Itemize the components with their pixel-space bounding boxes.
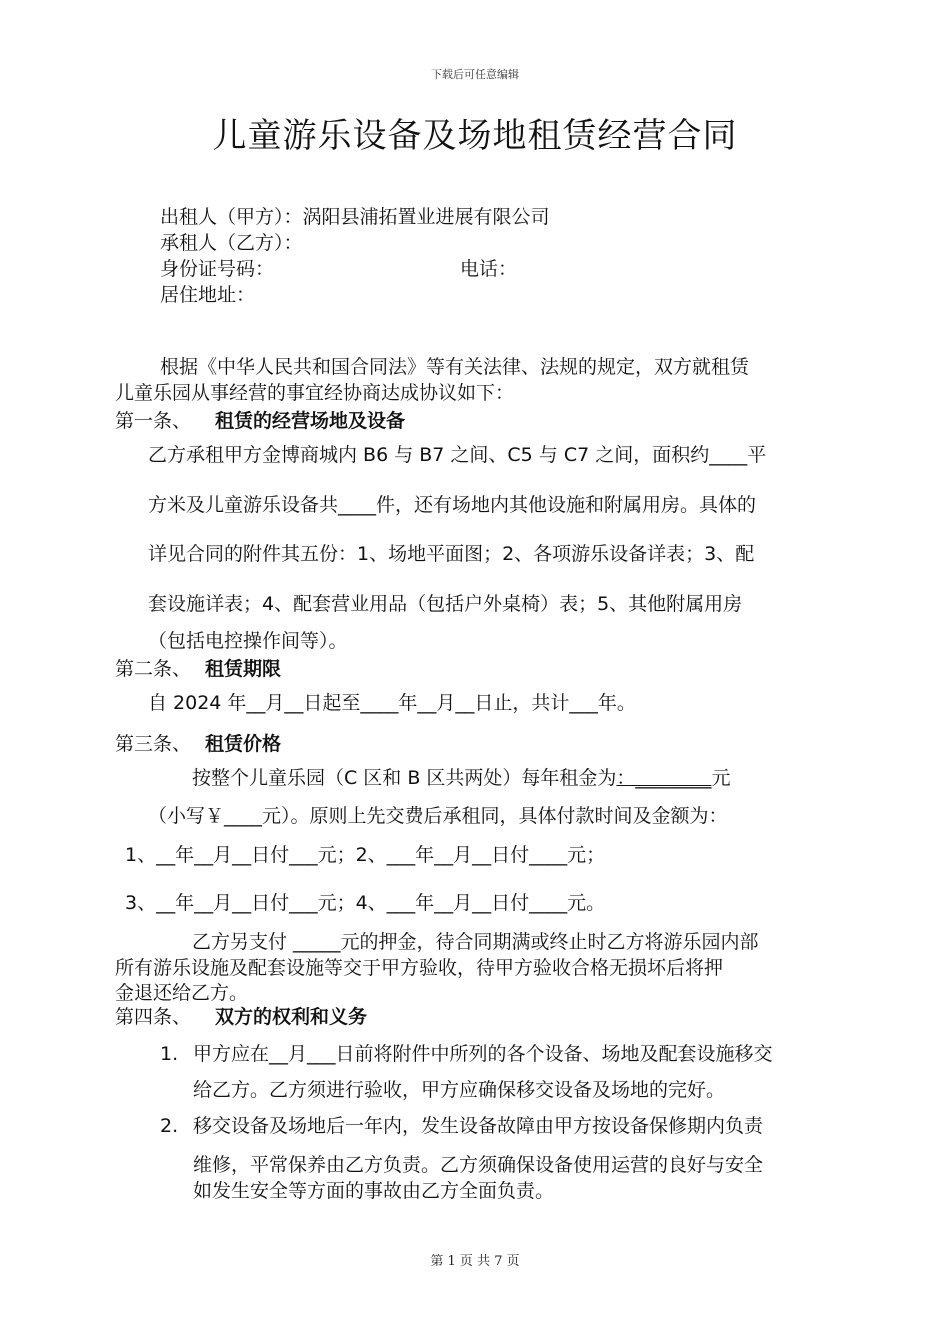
count-blank: ____ xyxy=(338,494,377,516)
list-item-line: 如发生安全等方面的事故由乙方全面负责。 xyxy=(193,1180,555,1202)
article-label: 第一条、 xyxy=(115,410,192,432)
article-title: 租赁价格 xyxy=(205,733,282,755)
list-item-number: 2. xyxy=(160,1115,179,1137)
article-1-line-1 xyxy=(148,442,766,468)
rent-blank: ：________ xyxy=(616,767,712,789)
text: 平 xyxy=(747,444,767,466)
text: 件，还有场地内其他设施和附属用房。具体的 xyxy=(376,494,757,516)
article-3-heading xyxy=(115,729,281,756)
list-item-line: 给乙方。乙方须进行验收，甲方应确保移交设备及场地的完好。 xyxy=(193,1079,726,1101)
text: 乙方承租甲方金博商城内 B6 与 B7 之间、C5 与 C7 之间，面积约 xyxy=(148,444,710,466)
list-item-line: 移交设备及场地后一年内，发生设备故障由甲方按设备保修期内负责 xyxy=(193,1115,764,1137)
article-label: 第二条、 xyxy=(115,658,192,680)
text: 按整个儿童乐园（C 区和 B 区共两处）每年租金为 xyxy=(192,767,617,789)
address-label: 居住地址： xyxy=(160,284,256,306)
lease-term-line: 自 2024 年__月__日起至____年__月__日止，共计___年。 xyxy=(148,692,636,714)
article-1-line-4: 套设施详表；4、配套营业用品（包括户外桌椅）表；5、其他附属用房 xyxy=(148,593,743,615)
intro-line-2: 儿童乐园从事经营的事宜经协商达成协议如下： xyxy=(115,382,515,404)
article-4-heading xyxy=(115,1002,367,1029)
article-label: 第四条、 xyxy=(115,1006,192,1028)
document-title: 儿童游乐设备及场地租赁经营合同 xyxy=(212,116,738,156)
text: 方米及儿童游乐设备共 xyxy=(148,494,339,516)
intro-line-1: 根据《中华人民共和国合同法》等有关法律、法规的规定，双方就租赁 xyxy=(160,356,750,378)
page-footer: 第 1 页 共 7 页 xyxy=(430,1254,520,1269)
article-title: 租赁期限 xyxy=(205,658,282,680)
rent-lowercase-line: （小写￥____元）。原则上先交费后承租同，具体付款时间及金额为： xyxy=(148,805,728,827)
article-1-heading xyxy=(115,406,405,433)
lessee-line: 承租人（乙方）： xyxy=(160,232,303,254)
list-item-number: 1. xyxy=(160,1043,179,1065)
article-title: 双方的权利和义务 xyxy=(215,1006,368,1028)
article-label: 第三条、 xyxy=(115,733,192,755)
deposit-line-1: 乙方另支付 _____元的押金，待合同期满或终止时乙方将游乐园内部 xyxy=(192,931,759,953)
article-2-heading xyxy=(115,654,281,681)
rent-line xyxy=(192,765,730,791)
list-item-line: 甲方应在__月___日前将附件中所列的各个设备、场地及配套设施移交 xyxy=(193,1043,773,1065)
lessor-line: 出租人（甲方）：涡阳县浦拓置业进展有限公司 xyxy=(160,206,550,228)
article-1-line-2 xyxy=(148,492,756,518)
deposit-line-3: 金退还给乙方。 xyxy=(115,982,249,1004)
id-number-label: 身份证号码： xyxy=(160,258,275,280)
list-item-line: 维修，平常保养由乙方负责。乙方须确保设备使用运营的良好与安全 xyxy=(193,1154,764,1176)
article-title: 租赁的经营场地及设备 xyxy=(215,410,406,432)
text: 元 xyxy=(711,767,731,789)
deposit-line-2: 所有游乐设施及配套设施等交于甲方验收，待甲方验收合格无损坏后将押 xyxy=(115,957,724,979)
article-1-line-5: （包括电控操作间等）。 xyxy=(148,630,348,652)
payment-schedule-2: 3、__年__月__日付___元；4、___年__月__日付____元。 xyxy=(125,892,606,914)
phone-label: 电话： xyxy=(460,258,518,280)
header-note: 下载后可任意编辑 xyxy=(431,68,519,81)
area-blank: ____ xyxy=(709,444,748,466)
payment-schedule-1: 1、__年__月__日付___元；2、___年__月__日付____元； xyxy=(125,844,606,866)
article-1-line-3: 详见合同的附件其五份：1、场地平面图；2、各项游乐设备详表；3、配 xyxy=(148,543,755,565)
